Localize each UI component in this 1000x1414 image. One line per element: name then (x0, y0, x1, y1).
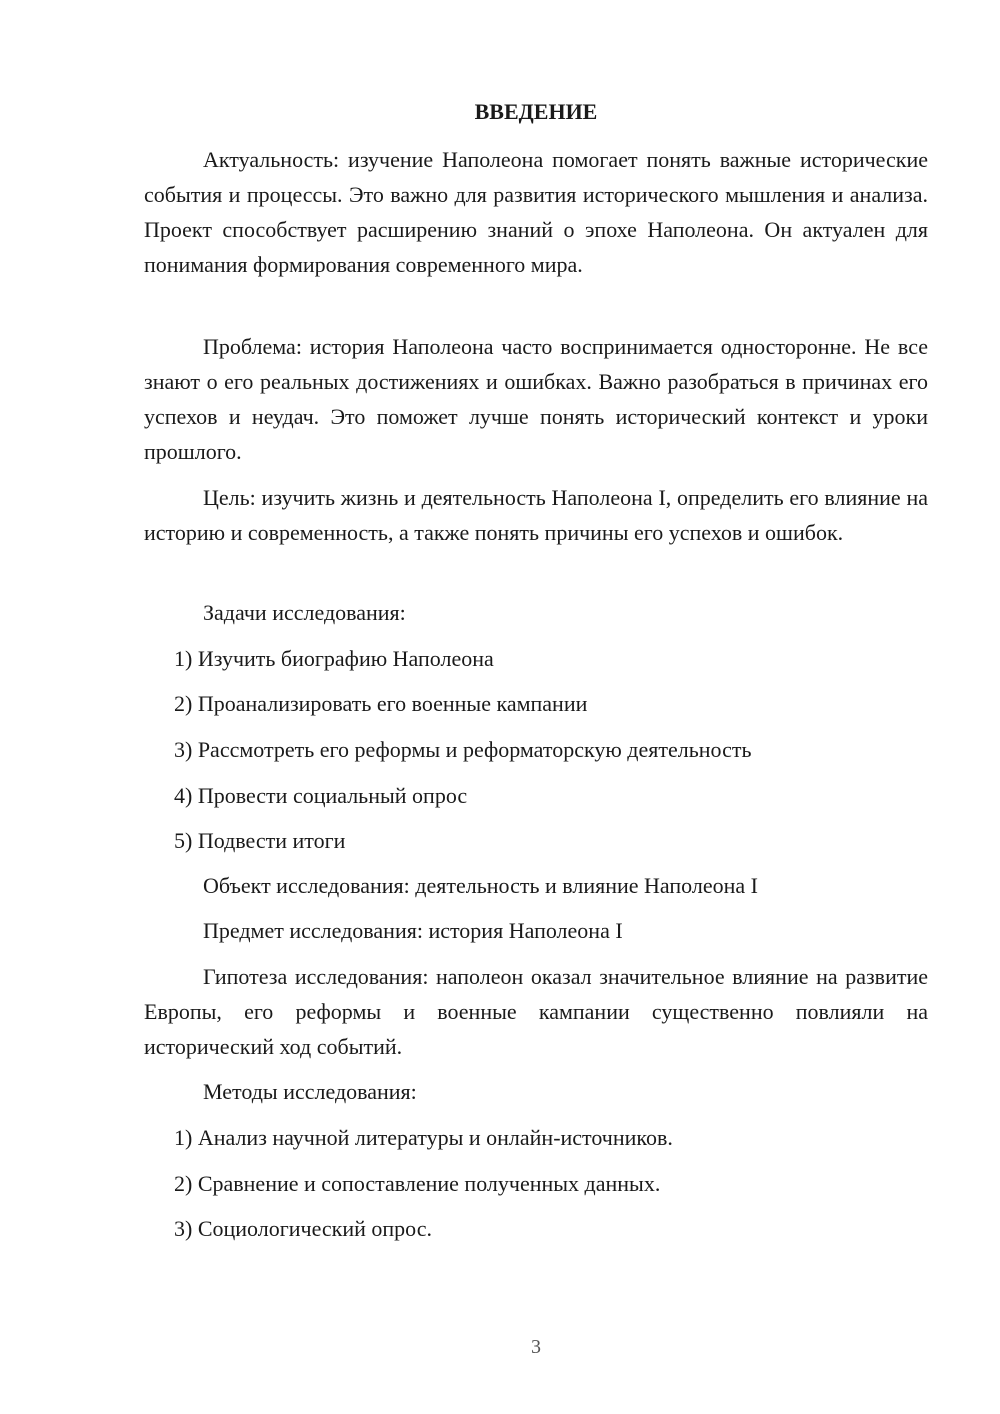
page-number: 3 (531, 1336, 541, 1358)
hypothesis-paragraph: Гипотеза исследования: наполеон оказал значительное влияние на развитие Европы, его реформы и военные кампании существенно повлияли на исторический ход событий. (144, 964, 928, 1059)
goal-paragraph: Цель: изучить жизнь и деятельность Наполеона I, определить его влияние на историю и современность, а также понять причины его успехов и ошибок. (144, 485, 928, 545)
problem-paragraph: Проблема: история Наполеона часто воспринимается односторонне. Не все знают о его реальных достижениях и ошибках. Важно разобраться в причинах его успехов и неудач. Это поможет лучше понять исторический контекст и уроки прошлого. (144, 334, 928, 464)
task-item: 4) Провести социальный опрос (174, 783, 468, 808)
task-item: 2) Проанализировать его военные кампании (174, 691, 588, 716)
research-subject: Предмет исследования: история Наполеона I (203, 918, 623, 943)
task-item: 3) Рассмотреть его реформы и реформаторскую деятельность (174, 737, 752, 762)
tasks-heading: Задачи исследования: (203, 600, 406, 625)
section-title: ВВЕДЕНИЕ (474, 99, 598, 124)
research-object: Объект исследования: деятельность и влияние Наполеона I (203, 873, 758, 898)
relevance-paragraph: Актуальность: изучение Наполеона помогает понять важные исторические события и процессы. Это важно для развития исторического мышления и анализа. Проект способствует расширению знаний о эпохе Наполеона. Он актуален для понимания формирования современного мира. (144, 147, 928, 277)
task-item: 5) Подвести итоги (174, 828, 346, 853)
task-item: 1) Изучить биографию Наполеона (174, 646, 494, 671)
method-item: 3) Социологический опрос. (174, 1216, 432, 1241)
document-page (144, 0, 928, 1414)
method-item: 1) Анализ научной литературы и онлайн-источников. (174, 1125, 673, 1150)
method-item: 2) Сравнение и сопоставление полученных данных. (174, 1171, 661, 1196)
methods-heading: Методы исследования: (203, 1079, 417, 1104)
